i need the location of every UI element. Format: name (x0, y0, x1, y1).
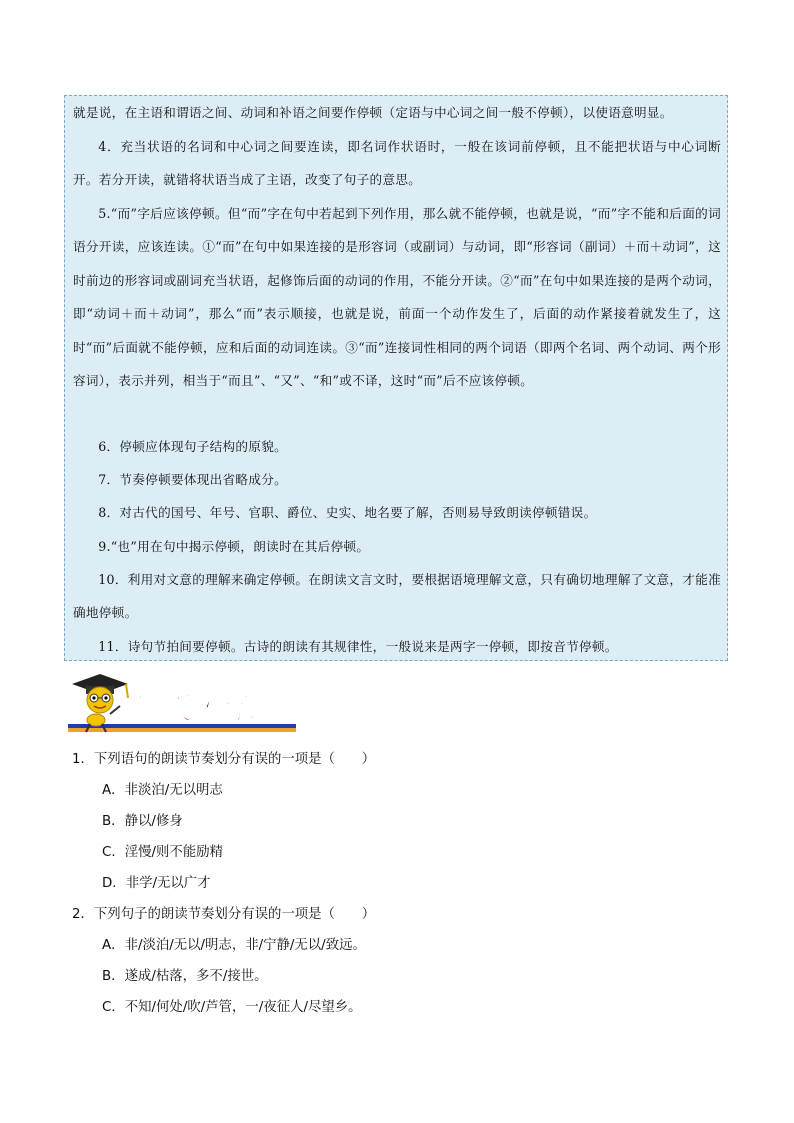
tip-line: 就是说，在主语和谓语之间、动词和补语之间要作停顿（定语与中心词之间一般不停顿），以使语意明显。 (73, 105, 673, 120)
option-a: A．非/淡泊/无以/明志，非/宁静/无以/致远。 (102, 938, 366, 953)
question-2 (72, 903, 732, 1027)
option-d: D．非学/无以广才 (102, 876, 211, 891)
tip-line: 7．节奏停顿要体现出省略成分。 (98, 472, 288, 487)
tip-line: 5.“而”字后应该停顿。但“而”字在句中若起到下列作用，那么就不能停顿，也就是说，“而”字不能和后面的词语分开读，应该连读。①“而”在句中如果连接的是形容词（或副词）与动词，即“形容词（副词）＋而＋动词”，这时前边的形容词或副词充当状语，起修饰后面的动词的作用，不能分开读。②“而”在句中如果连接的是两个动词，即“动词＋而＋动词”，那么“而”表示顺接，也就是说，前面一个动作发生了，后面的动作紧接着就发生了，这时“而”后面就不能停顿，应和后面的动词连读。③“而”连接词性相同的两个词语（即两个名词、两个动词、两个形容词），表示并列，相当于“而且”、“又”、“和”或不译，这时“而”后不应该停顿。 (73, 206, 721, 389)
tips-box (64, 95, 728, 661)
tip-line: 4．充当状语的名词和中心词之间要连读，即名词作状语时，一般在该词前停顿，且不能把状语与中心词断开。若分开读，就错将状语当成了主语，改变了句子的意思。 (73, 139, 721, 188)
question-list (72, 748, 732, 1027)
tip-line: 9.“也”用在句中揭示停顿，朗读时在其后停顿。 (98, 539, 370, 554)
tip-line: 10．利用对文意的理解来确定停顿。在朗读文言文时，要根据语境理解文意，只有确切地理解了文意，才能准确地停顿。 (73, 572, 721, 621)
section-title: 闯关检测 (126, 692, 270, 727)
option-b: B．遂成/枯落，多不/接世。 (102, 969, 268, 984)
question-stem: 1．下列语句的朗读节奏划分有误的一项是（ ） (72, 752, 376, 767)
option-c: C．淫慢/则不能励精 (102, 845, 223, 860)
question-stem: 2．下列句子的朗读节奏划分有误的一项是（ ） (72, 907, 376, 922)
section-badge (66, 670, 298, 736)
option-c: C．不知/何处/吹/芦管，一/夜征人/尽望乡。 (102, 1000, 362, 1015)
tip-line: 11．诗句节拍间要停顿。古诗的朗读有其规律性，一般说来是两字一停顿，即按音节停顿。 (98, 639, 618, 654)
option-a: A．非淡泊/无以明志 (102, 783, 223, 798)
option-b: B．静以/修身 (102, 814, 183, 829)
tip-line: 6．停顿应体现句子结构的原貌。 (98, 439, 288, 454)
question-1 (72, 748, 732, 903)
tip-line: 8．对古代的国号、年号、官职、爵位、史实、地名要了解，否则易导致朗读停顿错误。 (98, 505, 597, 520)
